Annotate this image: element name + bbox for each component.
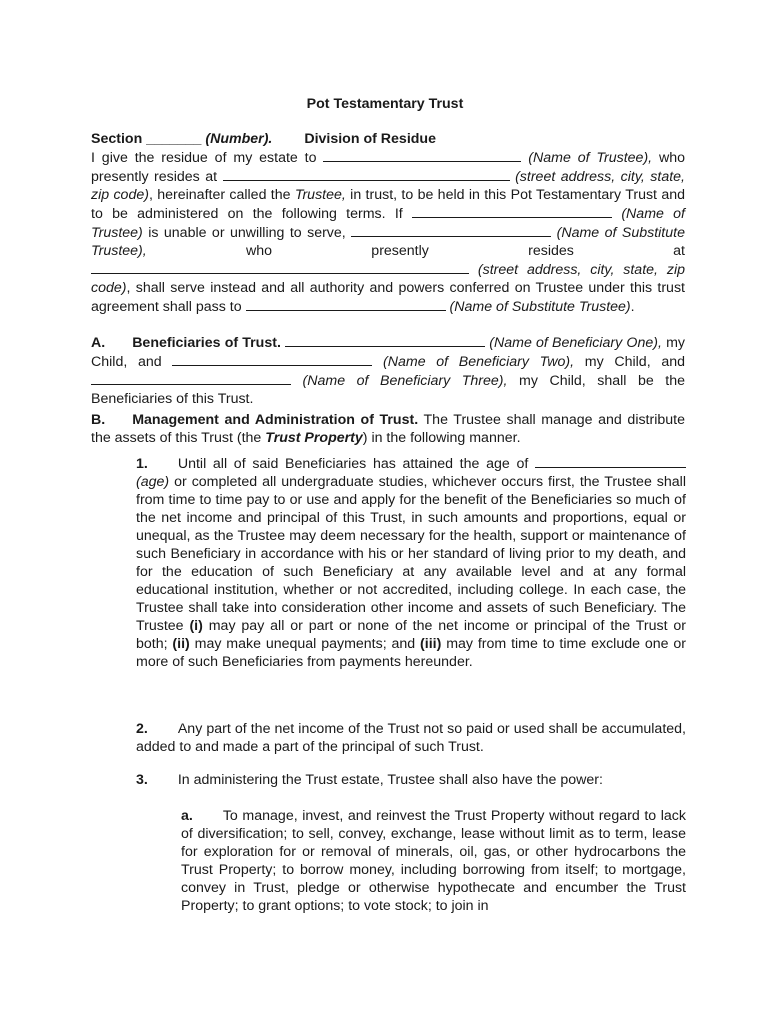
item-2-number: 2. — [136, 721, 148, 737]
item-3-body — [136, 771, 686, 789]
item-1-text: may pay all or part or none of the net income or principal of the Trust or both; — [136, 618, 686, 652]
item-1-number: 1. — [136, 456, 148, 472]
hint-substitute-trustee: (Name of Substitute Trustee) — [449, 299, 631, 315]
section-text: . — [630, 299, 635, 315]
paragraph-a — [91, 333, 685, 408]
blank-beneficiary-one[interactable] — [285, 333, 485, 347]
blank-substitute-trustee[interactable] — [351, 223, 551, 237]
item-2-text: Any part of the net income of the Trust not so paid or used shall be accumulated, added to and made a part of the principal of such Trust. — [136, 721, 686, 755]
hint-age: (age) — [136, 474, 170, 490]
section-text: is unable or unwilling to serve, — [142, 225, 346, 241]
blank-substitute-address[interactable] — [91, 260, 469, 274]
item-1-text: Until all of said Beneficiaries has attained the age of — [177, 456, 529, 472]
blank-beneficiary-two[interactable] — [172, 352, 372, 366]
section-text: , shall serve instead and all authority and powers conferred on Trustee under this trust agreement shall pass to — [91, 280, 685, 315]
defined-term-trust-property: Trust Property — [265, 430, 363, 446]
blank-age[interactable] — [535, 454, 686, 468]
section-label: Section _______ — [91, 131, 202, 147]
paragraph-b-text: The Trustee shall manage and distribute the assets of this Trust (the — [91, 412, 685, 446]
blank-trustee-name-2[interactable] — [412, 204, 612, 218]
section-body — [91, 148, 685, 316]
blank-substitute-trustee-2[interactable] — [246, 297, 446, 311]
document-title: Pot Testamentary Trust — [306, 96, 464, 112]
paragraph-b-body — [91, 411, 685, 447]
hint-trustee-name: (Name of Trustee), — [528, 150, 653, 166]
hint-beneficiary-two: (Name of Beneficiary Two), — [383, 354, 575, 370]
item-a-body — [181, 807, 686, 915]
hint-substitute-address: (street address, city, state, zip code) — [91, 262, 685, 296]
item-3-text: In administering the Trust estate, Trustee shall also have the power: — [177, 772, 603, 788]
paragraph-a-heading: Beneficiaries of Trust. — [132, 335, 281, 351]
item-1-clause-i: (i) — [189, 618, 203, 634]
item-a — [181, 807, 686, 915]
paragraph-b-heading: Management and Administration of Trust. — [132, 412, 419, 428]
section-heading-line — [91, 130, 685, 148]
section-text: who presently resides at — [91, 150, 686, 185]
item-2 — [136, 720, 686, 756]
paragraph-b-letter: B. — [91, 412, 106, 428]
paragraph-a-body — [91, 333, 685, 408]
item-1-clause-ii: (ii) — [172, 636, 190, 652]
item-3 — [136, 771, 686, 789]
paragraph-a-text: my Child, and — [574, 354, 685, 370]
hint-substitute-trustee: (Name of Substitute Trustee), — [91, 225, 685, 259]
section-number-hint: (Number). — [205, 131, 273, 147]
item-1 — [136, 454, 686, 671]
paragraph-a-letter: A. — [91, 335, 106, 351]
item-3-number: 3. — [136, 772, 148, 788]
item-a-text: To manage, invest, and reinvest the Trust Property without regard to lack of diversification; to sell, convey, exchange, lease without limit as to term, lease for exploration for or removal of minerals, oil, gas, or other hydrocarbons the Trust Property; to borrow money, including borrowing from itself; to mortgage, convey in Trust, pledge or otherwise hypothecate and encumber the Trust Property; to grant options; to vote stock; to join in — [181, 808, 686, 914]
paragraph-b-text: ) in the following manner. — [362, 430, 521, 446]
section-text: I give the residue of my estate to — [91, 150, 317, 166]
section-text: in trust, to be held in this Pot Testamentary Trust and to be administered on the following terms. If — [91, 187, 685, 222]
item-1-text: may from time to time exclude one or more of such Beneficiaries from payments hereunder. — [136, 636, 687, 670]
paragraph-b — [91, 411, 685, 447]
item-2-body — [136, 720, 686, 756]
hint-trustee-name: (Name of Trustee) — [91, 206, 686, 241]
section-text: who presently resides at — [146, 243, 685, 259]
blank-trustee-address[interactable] — [223, 167, 510, 181]
paragraph-a-text: my Child, shall be the Beneficiaries of this Trust. — [91, 373, 686, 407]
item-1-text: may make unequal payments; and — [189, 636, 421, 652]
section-heading: Division of Residue — [304, 131, 436, 147]
item-1-text: or completed all undergraduate studies, whichever occurs first, the Trustee shall from time to time pay to or use and apply for the benefit of the Beneficiaries so much of the net income and principal of this Trust, in such amounts and proportions, equal or unequal, as the Trustee may deem necessary for the health, support or maintenance of such Beneficiary in accordance with his or her standard of living prior to my death, and for the education of such Beneficiary at any available level and at any formal educational institution, whether or not accredited, including college. In each case, the Trustee shall take into consideration other income and assets of such Beneficiary. The Trustee — [136, 474, 686, 634]
section-paragraph — [91, 130, 685, 316]
blank-trustee-name[interactable] — [323, 148, 521, 162]
defined-term-trustee: Trustee, — [294, 187, 346, 203]
hint-beneficiary-one: (Name of Beneficiary One), — [489, 335, 662, 351]
section-text: , hereinafter called the — [148, 187, 295, 203]
item-a-letter: a. — [181, 808, 193, 824]
item-1-clause-iii: (iii) — [420, 636, 442, 652]
hint-trustee-address: (street address, city, state, zip code) — [91, 169, 685, 203]
paragraph-a-text: my Child, and — [91, 335, 685, 370]
item-1-body — [136, 454, 686, 671]
hint-beneficiary-three: (Name of Beneficiary Three), — [302, 373, 508, 389]
blank-beneficiary-three[interactable] — [91, 371, 291, 385]
